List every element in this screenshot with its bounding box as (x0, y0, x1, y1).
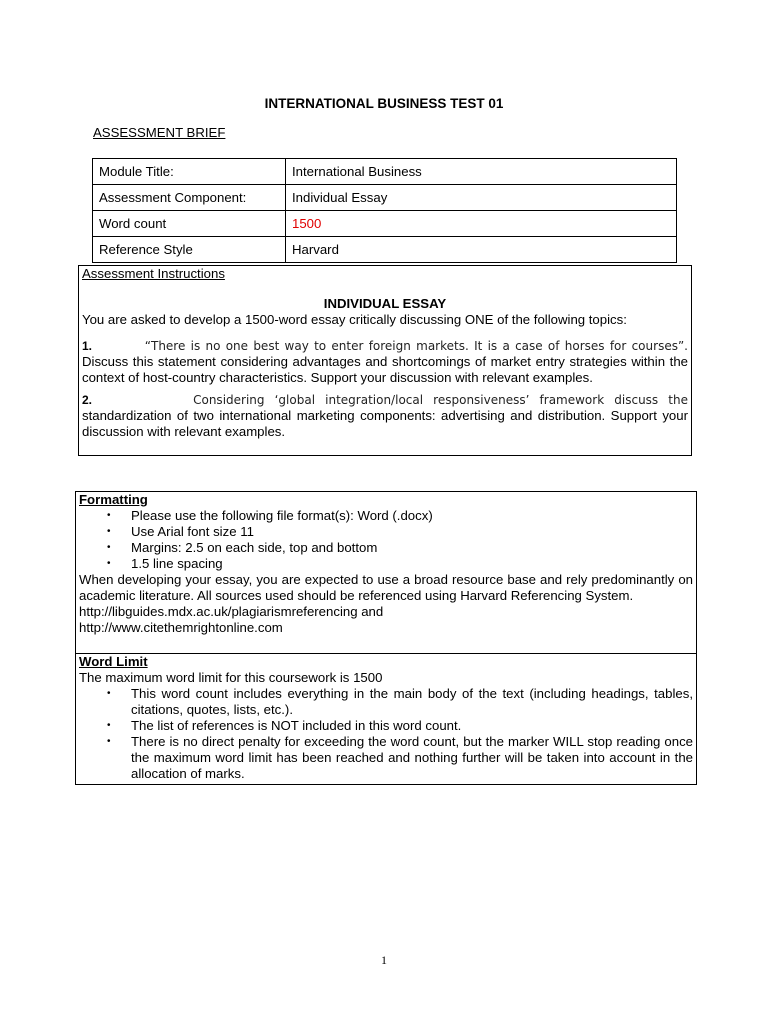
assessment-component-label: Assessment Component: (93, 185, 286, 211)
formatting-item: 1.5 line spacing (131, 556, 223, 571)
word-limit-heading: Word Limit (79, 654, 148, 669)
formatting-item: Margins: 2.5 on each side, top and bottom (131, 540, 378, 555)
list-item (79, 686, 693, 718)
topic-2-first-line: Considering ‘global integration/local responsiveness’ framework discuss the (193, 393, 688, 407)
referencing-link-2[interactable]: http://www.citethemrightonline.com (79, 620, 283, 635)
instructions-intro: You are asked to develop a 1500-word essay critically discussing ONE of the following topics: (82, 312, 627, 327)
reference-style-label: Reference Style (93, 237, 286, 263)
topic-2-number: 2. (82, 393, 93, 407)
table-row (93, 159, 677, 185)
list-item (79, 524, 693, 540)
word-limit-item: This word count includes everything in the main body of the text (including headings, tables, citations, quotes, lists, etc.). (131, 686, 693, 717)
topic-2-text: standardization of two international marketing components: advertising and distribution. Support your discussion with relevant examples. (82, 408, 688, 439)
formatting-item: Please use the following file format(s): Word (.docx) (131, 508, 433, 523)
formatting-box (75, 491, 697, 654)
formatting-item: Use Arial font size 11 (131, 524, 254, 539)
module-title-label: Module Title: (93, 159, 286, 185)
page-number: 1 (381, 953, 387, 967)
word-limit-item: There is no direct penalty for exceeding the word count, but the marker WILL stop reading once the maximum word limit has been reached and nothing further will be taken into account in the allocation of marks. (131, 734, 693, 781)
topic-1-line (82, 338, 688, 354)
table-row (93, 211, 677, 237)
bullet-icon: • (107, 688, 111, 699)
formatting-list (79, 508, 693, 572)
bullet-icon: • (107, 510, 111, 521)
document-title: INTERNATIONAL BUSINESS TEST 01 (264, 96, 504, 111)
reference-style-value: Harvard (286, 237, 677, 263)
topic-1-text: Discuss this statement considering advantages and shortcomings of market entry strategies within the context of host-country characteristics. Support your discussion with relevant examples. (82, 354, 688, 385)
list-item (79, 540, 693, 556)
module-title-value: International Business (286, 159, 677, 185)
formatting-paragraph: When developing your essay, you are expected to use a broad resource base and rely predominantly on academic literature. All sources used should be referenced using Harvard Referencing System. (79, 572, 693, 603)
topic-1-quote: “There is no one best way to enter foreign markets. It is a case of horses for courses”. (144, 339, 688, 353)
list-item (79, 718, 693, 734)
list-item (79, 734, 693, 782)
formatting-heading: Formatting (79, 492, 148, 507)
table-row (93, 237, 677, 263)
bullet-icon: • (107, 542, 111, 553)
word-limit-box (75, 653, 697, 785)
module-info-table (92, 158, 677, 263)
bullet-icon: • (107, 720, 111, 731)
assessment-brief-heading: ASSESSMENT BRIEF (93, 125, 226, 140)
word-limit-list (79, 686, 693, 782)
bullet-icon: • (107, 736, 111, 747)
assessment-instructions-heading: Assessment Instructions (82, 266, 225, 281)
list-item (79, 508, 693, 524)
bullet-icon: • (107, 526, 111, 537)
bullet-icon: • (107, 558, 111, 569)
assessment-component-value: Individual Essay (286, 185, 677, 211)
word-limit-item: The list of references is NOT included in this word count. (131, 718, 462, 733)
word-count-label: Word count (93, 211, 286, 237)
topic-1-number: 1. (82, 339, 93, 353)
table-row (93, 185, 677, 211)
referencing-link-1[interactable]: http://libguides.mdx.ac.uk/plagiarismreferencing and (79, 604, 384, 619)
assessment-instructions-box (78, 265, 692, 456)
list-item (79, 556, 693, 572)
word-limit-intro: The maximum word limit for this coursework is 1500 (79, 670, 383, 685)
individual-essay-heading: INDIVIDUAL ESSAY (323, 296, 447, 311)
word-count-value: 1500 (286, 211, 677, 237)
topic-2-line (82, 392, 688, 408)
